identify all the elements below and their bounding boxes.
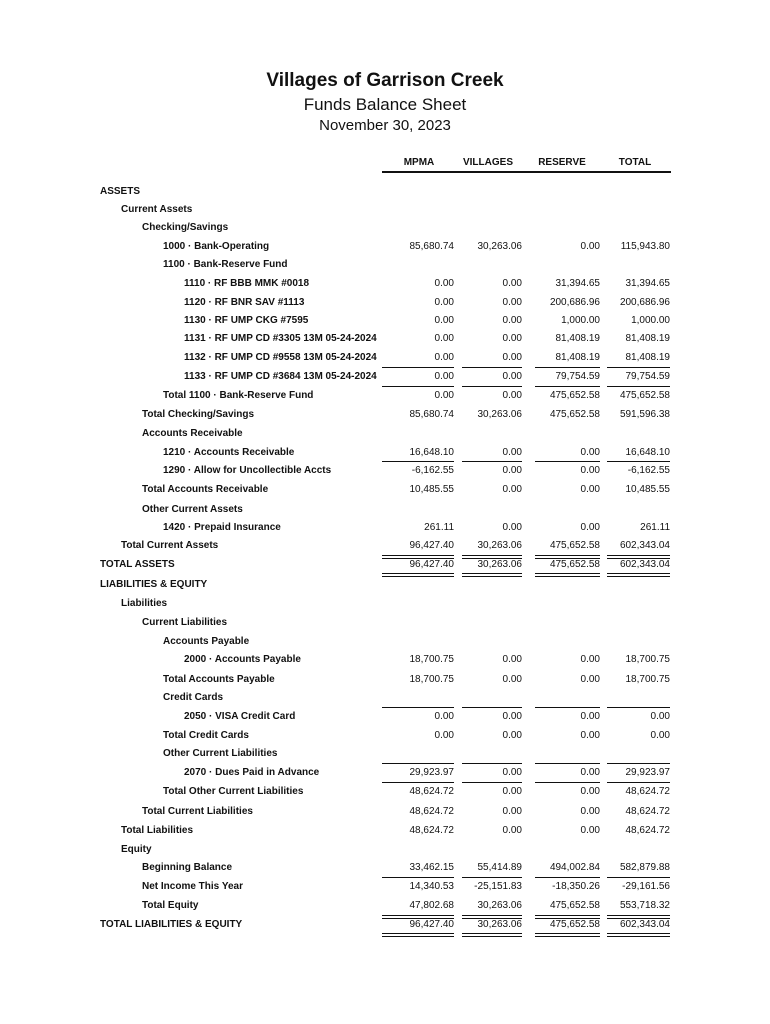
cell-total: 81,408.19: [625, 352, 670, 363]
cell-mpma: 85,680.74: [409, 409, 454, 420]
subtotal-rule: [607, 877, 670, 878]
table-row: [0, 899, 770, 913]
cell-mpma: 0.00: [434, 371, 454, 382]
section-row: [0, 747, 770, 761]
row-label: 2070 · Dues Paid in Advance: [184, 767, 320, 778]
subtotal-rule: [535, 386, 600, 387]
cell-reserve: 0.00: [580, 767, 600, 778]
row-label: 1132 · RF UMP CD #9558 13M 05-24-2024: [184, 352, 377, 363]
cell-villages: 0.00: [502, 333, 522, 344]
cell-total: 591,596.38: [619, 409, 670, 420]
cell-reserve: 200,686.96: [549, 297, 600, 308]
cell-reserve: 0.00: [580, 825, 600, 836]
cell-mpma: 14,340.53: [409, 881, 454, 892]
subtotal-rule: [535, 461, 600, 462]
table-row: [0, 729, 770, 743]
total-rule-top: [462, 555, 522, 559]
subtotal-rule: [607, 763, 670, 764]
subtotal-rule: [535, 763, 600, 764]
cell-total: 29,923.97: [625, 767, 670, 778]
subtotal-rule: [462, 386, 522, 387]
section-row: [0, 427, 770, 441]
cell-mpma: 96,427.40: [409, 559, 454, 570]
report-title: Funds Balance Sheet: [303, 95, 467, 114]
table-row: [0, 653, 770, 667]
row-label: Total Accounts Receivable: [142, 484, 269, 495]
cell-reserve: 494,002.84: [549, 862, 600, 873]
row-label: Liabilities: [121, 598, 168, 609]
row-label: 1210 · Accounts Receivable: [163, 447, 295, 458]
cell-villages: 0.00: [502, 465, 522, 476]
cell-villages: 0.00: [502, 654, 522, 665]
cell-villages: 30,263.06: [477, 241, 522, 252]
cell-mpma: 0.00: [434, 315, 454, 326]
grand-total-double-rule: [462, 573, 522, 577]
table-row: [0, 240, 770, 254]
cell-reserve: 475,652.58: [549, 390, 600, 401]
company-name: Villages of Garrison Creek: [266, 70, 504, 91]
table-row: [0, 521, 770, 535]
cell-total: 79,754.59: [625, 371, 670, 382]
section-row: [0, 635, 770, 649]
cell-reserve: 81,408.19: [555, 352, 600, 363]
table-row: [0, 861, 770, 875]
total-rule-top: [607, 555, 670, 559]
cell-total: 48,624.72: [625, 825, 670, 836]
row-label: Checking/Savings: [142, 222, 229, 233]
subtotal-rule: [462, 763, 522, 764]
row-label: 1133 · RF UMP CD #3684 13M 05-24-2024: [184, 371, 377, 382]
row-label: Equity: [121, 844, 152, 855]
cell-villages: 0.00: [502, 825, 522, 836]
subtotal-rule: [382, 763, 454, 764]
table-row: [0, 805, 770, 819]
table-row: [0, 464, 770, 478]
subtotal-rule: [382, 707, 454, 708]
row-label: 1420 · Prepaid Insurance: [163, 522, 281, 533]
cell-mpma: 0.00: [434, 711, 454, 722]
cell-reserve: 0.00: [580, 241, 600, 252]
cell-total: 553,718.32: [619, 900, 670, 911]
cell-reserve: 475,652.58: [549, 409, 600, 420]
cell-mpma: 47,802.68: [409, 900, 454, 911]
row-label: Current Assets: [121, 204, 193, 215]
cell-total: 0.00: [650, 730, 670, 741]
subtotal-rule: [535, 707, 600, 708]
section-row: [0, 185, 770, 199]
total-rule-top: [462, 915, 522, 919]
cell-villages: 30,263.06: [477, 409, 522, 420]
grand-total-double-rule: [535, 573, 600, 577]
cell-villages: 0.00: [502, 711, 522, 722]
table-row: [0, 351, 770, 365]
cell-reserve: 475,652.58: [549, 919, 600, 930]
cell-reserve: 31,394.65: [555, 278, 600, 289]
section-row: [0, 578, 770, 592]
cell-total: 48,624.72: [625, 786, 670, 797]
cell-total: 10,485.55: [625, 484, 670, 495]
cell-mpma: 18,700.75: [409, 654, 454, 665]
cell-villages: 0.00: [502, 730, 522, 741]
row-label: Total 1100 · Bank-Reserve Fund: [163, 390, 314, 401]
subtotal-rule: [607, 782, 670, 783]
cell-mpma: 261.11: [424, 522, 454, 533]
total-rule-top: [382, 555, 454, 559]
total-rule-top: [382, 915, 454, 919]
cell-total: 31,394.65: [625, 278, 670, 289]
table-row: [0, 370, 770, 384]
cell-mpma: -6,162.55: [411, 465, 454, 476]
cell-villages: 0.00: [502, 674, 522, 685]
row-label: 1100 · Bank-Reserve Fund: [163, 259, 288, 270]
cell-reserve: 0.00: [580, 654, 600, 665]
cell-mpma: 0.00: [434, 278, 454, 289]
cell-reserve: 81,408.19: [555, 333, 600, 344]
section-row: [0, 221, 770, 235]
cell-mpma: 48,624.72: [409, 825, 454, 836]
cell-reserve: 475,652.58: [549, 559, 600, 570]
cell-total: -6,162.55: [627, 465, 670, 476]
cell-mpma: 10,485.55: [409, 484, 454, 495]
cell-total: 81,408.19: [625, 333, 670, 344]
table-row: [0, 880, 770, 894]
cell-reserve: 0.00: [580, 711, 600, 722]
subtotal-rule: [382, 367, 454, 368]
table-row: [0, 766, 770, 780]
row-label: TOTAL ASSETS: [100, 559, 175, 570]
cell-mpma: 0.00: [434, 333, 454, 344]
section-row: [0, 616, 770, 630]
cell-villages: 0.00: [502, 390, 522, 401]
cell-total: 115,943.80: [620, 241, 670, 252]
cell-reserve: 79,754.59: [555, 371, 600, 382]
table-row: [0, 332, 770, 346]
section-row: [0, 258, 770, 272]
row-label: LIABILITIES & EQUITY: [100, 579, 208, 590]
row-label: 2000 · Accounts Payable: [184, 654, 301, 665]
cell-reserve: 0.00: [580, 806, 600, 817]
row-label: Total Accounts Payable: [163, 674, 275, 685]
section-row: [0, 597, 770, 611]
row-label: Total Current Liabilities: [142, 806, 253, 817]
table-row: [0, 277, 770, 291]
cell-total: 602,343.04: [619, 540, 670, 551]
table-row: [0, 918, 770, 932]
row-label: ASSETS: [100, 186, 141, 197]
section-row: [0, 203, 770, 217]
total-rule-top: [535, 555, 600, 559]
row-label: Beginning Balance: [142, 862, 233, 873]
cell-reserve: 475,652.58: [549, 540, 600, 551]
cell-villages: 30,263.06: [477, 559, 522, 570]
row-label: Total Credit Cards: [163, 730, 249, 741]
row-label: Accounts Receivable: [142, 428, 243, 439]
cell-total: 602,343.04: [619, 559, 670, 570]
row-label: Current Liabilities: [142, 617, 228, 628]
subtotal-rule: [382, 461, 454, 462]
section-row: [0, 843, 770, 857]
section-row: [0, 503, 770, 517]
subtotal-rule: [382, 386, 454, 387]
cell-villages: 30,263.06: [477, 540, 522, 551]
cell-reserve: 475,652.58: [549, 900, 600, 911]
subtotal-rule: [382, 877, 454, 878]
subtotal-rule: [607, 386, 670, 387]
cell-villages: 0.00: [502, 297, 522, 308]
row-label: 2050 · VISA Credit Card: [184, 711, 296, 722]
cell-reserve: 0.00: [580, 786, 600, 797]
cell-reserve: 0.00: [580, 730, 600, 741]
cell-total: 18,700.75: [625, 674, 670, 685]
table-row: [0, 673, 770, 687]
cell-total: 475,652.58: [619, 390, 670, 401]
cell-mpma: 0.00: [434, 390, 454, 401]
row-label: 1131 · RF UMP CD #3305 13M 05-24-2024: [184, 333, 377, 344]
cell-villages: 0.00: [502, 352, 522, 363]
subtotal-rule: [535, 782, 600, 783]
cell-total: 200,686.96: [619, 297, 670, 308]
cell-mpma: 96,427.40: [409, 540, 454, 551]
total-rule-top: [607, 915, 670, 919]
table-row: [0, 296, 770, 310]
table-row: [0, 710, 770, 724]
row-label: Total Other Current Liabilities: [163, 786, 304, 797]
grand-total-double-rule: [607, 933, 670, 937]
cell-mpma: 0.00: [434, 352, 454, 363]
row-label: Other Current Liabilities: [163, 748, 278, 759]
grand-total-double-rule: [535, 933, 600, 937]
row-label: 1130 · RF UMP CKG #7595: [184, 315, 309, 326]
cell-mpma: 48,624.72: [409, 806, 454, 817]
cell-reserve: 0.00: [580, 484, 600, 495]
cell-reserve: 1,000.00: [561, 315, 600, 326]
cell-total: 16,648.10: [625, 447, 670, 458]
report-date: November 30, 2023: [319, 117, 451, 134]
table-row: [0, 539, 770, 553]
subtotal-rule: [535, 367, 600, 368]
table-row: [0, 483, 770, 497]
subtotal-rule: [462, 782, 522, 783]
row-label: Other Current Assets: [142, 504, 243, 515]
grand-total-double-rule: [382, 933, 454, 937]
cell-mpma: 0.00: [434, 297, 454, 308]
cell-villages: 0.00: [502, 447, 522, 458]
table-row: [0, 785, 770, 799]
cell-total: 18,700.75: [625, 654, 670, 665]
cell-villages: 0.00: [502, 806, 522, 817]
cell-mpma: 48,624.72: [409, 786, 454, 797]
cell-mpma: 0.00: [434, 730, 454, 741]
grand-total-double-rule: [462, 933, 522, 937]
cell-total: 0.00: [650, 711, 670, 722]
cell-mpma: 18,700.75: [409, 674, 454, 685]
table-row: [0, 314, 770, 328]
section-row: [0, 691, 770, 705]
table-row: [0, 408, 770, 422]
cell-reserve: 0.00: [580, 522, 600, 533]
cell-reserve: 0.00: [580, 465, 600, 476]
cell-villages: -25,151.83: [474, 881, 522, 892]
table-row: [0, 446, 770, 460]
row-label: Credit Cards: [163, 692, 224, 703]
column-header-mpma: MPMA: [403, 157, 435, 168]
cell-villages: 0.00: [502, 371, 522, 382]
subtotal-rule: [462, 707, 522, 708]
cell-total: 1,000.00: [631, 315, 670, 326]
subtotal-rule: [607, 707, 670, 708]
cell-villages: 0.00: [502, 767, 522, 778]
cell-total: 602,343.04: [619, 919, 670, 930]
subtotal-rule: [462, 367, 522, 368]
row-label: 1120 · RF BNR SAV #1113: [184, 297, 305, 308]
cell-villages: 30,263.06: [477, 900, 522, 911]
row-label: Net Income This Year: [142, 881, 243, 892]
subtotal-rule: [462, 461, 522, 462]
subtotal-rule: [382, 782, 454, 783]
row-label: Accounts Payable: [163, 636, 250, 647]
cell-mpma: 33,462.15: [409, 862, 454, 873]
row-label: 1110 · RF BBB MMK #0018: [184, 278, 310, 289]
grand-total-double-rule: [382, 573, 454, 577]
row-label: Total Current Assets: [121, 540, 219, 551]
row-label: 1000 · Bank-Operating: [163, 241, 270, 252]
cell-villages: 0.00: [502, 786, 522, 797]
cell-villages: 0.00: [502, 278, 522, 289]
cell-mpma: 96,427.40: [409, 919, 454, 930]
cell-mpma: 85,680.74: [409, 241, 454, 252]
table-row: [0, 558, 770, 572]
subtotal-rule: [607, 367, 670, 368]
cell-villages: 55,414.89: [477, 862, 522, 873]
subtotal-rule: [607, 461, 670, 462]
header-rule: [382, 171, 671, 173]
row-label: Total Checking/Savings: [142, 409, 255, 420]
row-label: 1290 · Allow for Uncollectible Accts: [163, 465, 332, 476]
column-header-total: TOTAL: [618, 157, 652, 168]
cell-reserve: -18,350.26: [552, 881, 600, 892]
row-label: Total Liabilities: [121, 825, 194, 836]
column-header-reserve: RESERVE: [538, 157, 586, 168]
cell-villages: 0.00: [502, 484, 522, 495]
table-row: [0, 824, 770, 838]
total-rule-top: [535, 915, 600, 919]
cell-reserve: 0.00: [580, 447, 600, 458]
cell-total: 582,879.88: [619, 862, 670, 873]
cell-villages: 0.00: [502, 315, 522, 326]
cell-reserve: 0.00: [580, 674, 600, 685]
cell-villages: 0.00: [502, 522, 522, 533]
cell-mpma: 29,923.97: [409, 767, 454, 778]
table-row: [0, 389, 770, 403]
column-header-villages: VILLAGES: [462, 157, 513, 168]
subtotal-rule: [462, 877, 522, 878]
cell-total: 261.11: [640, 522, 670, 533]
grand-total-double-rule: [607, 573, 670, 577]
cell-total: -29,161.56: [622, 881, 670, 892]
cell-mpma: 16,648.10: [409, 447, 454, 458]
row-label: Total Equity: [142, 900, 199, 911]
subtotal-rule: [535, 877, 600, 878]
cell-villages: 30,263.06: [477, 919, 522, 930]
row-label: TOTAL LIABILITIES & EQUITY: [100, 919, 243, 930]
cell-total: 48,624.72: [625, 806, 670, 817]
